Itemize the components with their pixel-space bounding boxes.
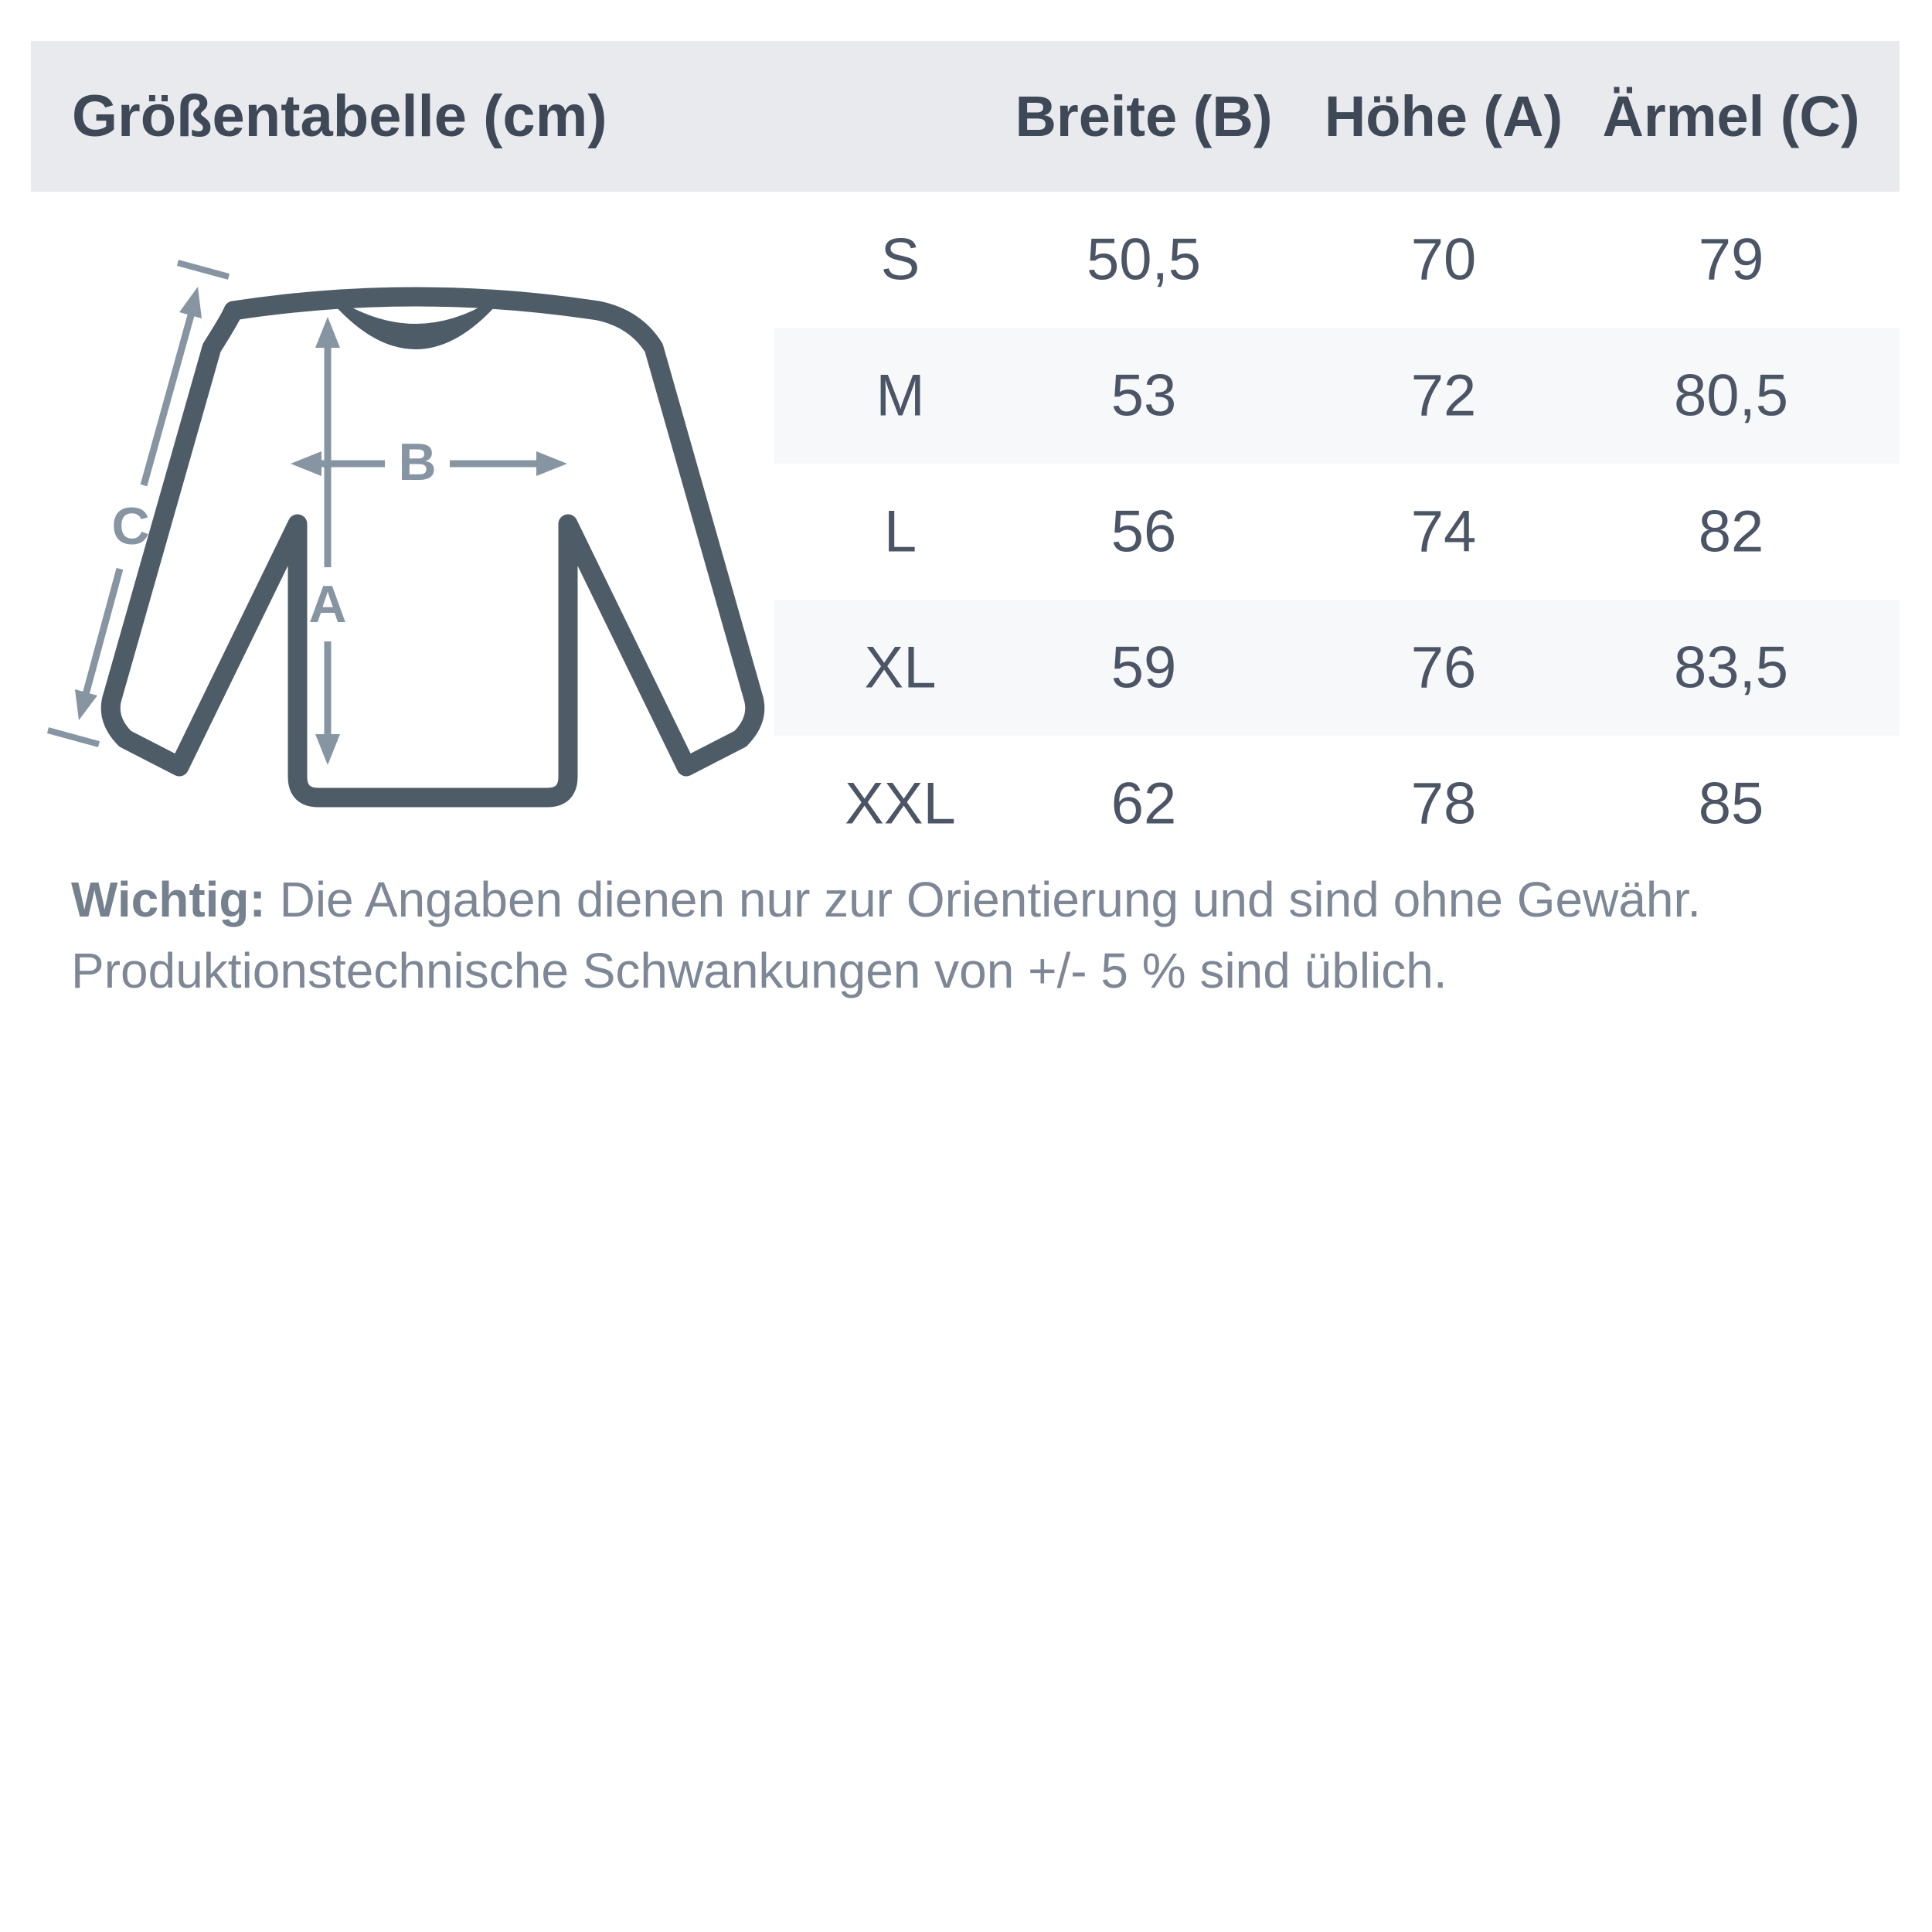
note-line-2 <box>71 935 1872 1006</box>
size-cell: XXL <box>845 770 956 837</box>
note-line-1 <box>71 864 1872 935</box>
breite-cell: 59 <box>1111 634 1177 701</box>
size-table <box>774 192 1900 872</box>
diagram-label-a: A <box>308 575 347 634</box>
diagram-label-b: B <box>398 433 437 492</box>
column-header-hoehe: Höhe (A) <box>1324 84 1563 148</box>
size-chart-header <box>31 41 1900 192</box>
breite-cell: 53 <box>1111 362 1177 429</box>
table-row-l <box>774 464 1900 600</box>
hoehe-cell: 70 <box>1410 226 1477 293</box>
size-cell: XL <box>864 634 937 701</box>
table-row-xl <box>774 600 1900 736</box>
size-cell: L <box>883 498 917 565</box>
table-row-xxl <box>774 736 1900 872</box>
aermel-cell: 83,5 <box>1674 634 1788 701</box>
note-text-1: Die Angaben dienen nur zur Orientierung und sind ohne Gewähr. <box>279 872 1702 927</box>
hoehe-cell: 74 <box>1410 498 1477 565</box>
sweater-diagram <box>31 201 765 835</box>
aermel-cell: 82 <box>1698 498 1764 565</box>
column-header-breite: Breite (B) <box>1015 84 1273 148</box>
important-note <box>71 864 1872 1006</box>
column-header-aermel: Ärmel (C) <box>1602 84 1860 148</box>
aermel-cell: 79 <box>1698 226 1764 293</box>
table-row-m <box>774 328 1900 464</box>
hoehe-cell: 76 <box>1410 634 1477 701</box>
note-text-2: Produktionstechnische Schwankungen von +/- 5 % sind üblich. <box>71 943 1447 998</box>
hoehe-cell: 72 <box>1410 362 1477 429</box>
breite-cell: 56 <box>1111 498 1177 565</box>
diagram-label-c: C <box>111 497 150 556</box>
size-cell: S <box>880 226 920 293</box>
note-label: Wichtig: <box>71 872 266 927</box>
aermel-cell: 80,5 <box>1674 362 1788 429</box>
table-row-s <box>774 192 1900 328</box>
hoehe-cell: 78 <box>1410 770 1477 837</box>
arrowhead-c-top <box>179 287 202 318</box>
breite-cell: 62 <box>1111 770 1177 837</box>
arrowhead-c-bottom <box>75 689 97 720</box>
size-cell: M <box>876 362 925 429</box>
sweater-outline <box>111 297 755 798</box>
aermel-cell: 85 <box>1698 770 1764 837</box>
breite-cell: 50,5 <box>1087 226 1201 293</box>
page-title: Größentabelle (cm) <box>72 83 607 149</box>
